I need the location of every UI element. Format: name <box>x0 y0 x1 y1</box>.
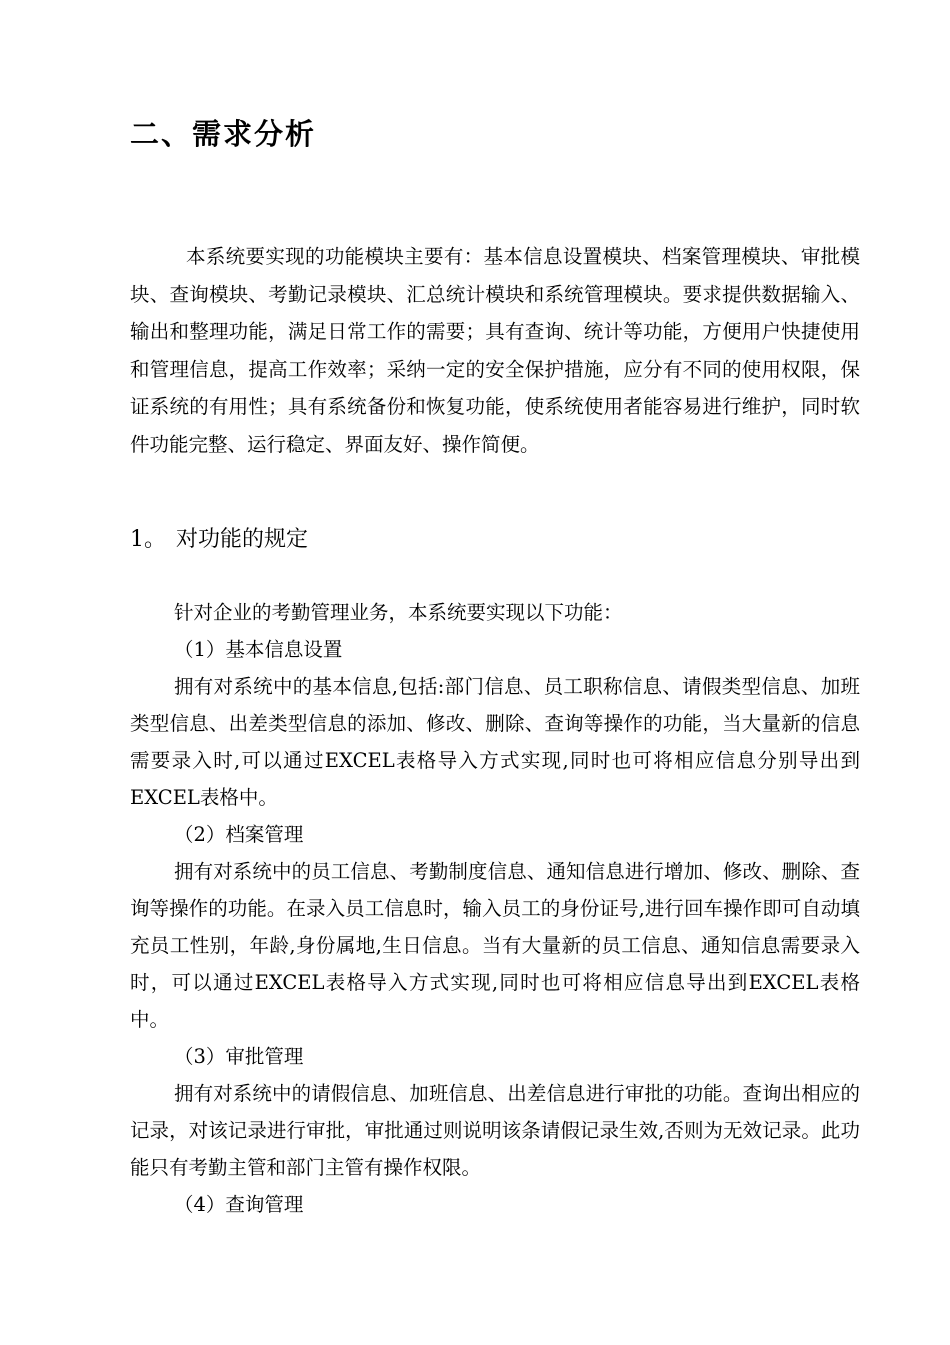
section-title-text: 对功能的规定 <box>176 527 309 552</box>
section-title <box>130 520 308 560</box>
item-heading-query: （4）查询管理 <box>174 1193 304 1216</box>
item-text-approval: 拥有对系统中的请假信息、加班信息、出差信息进行审批的功能。查询出相应的记录，对该记录进行审批，审批通过则说明该条请假记录生效,否则为无效记录。此功能只有考勤主管和部门主管有操作权限。 <box>130 1082 860 1179</box>
item-text-basic-info: 拥有对系统中的基本信息,包括:部门信息、员工职称信息、请假类型信息、加班类型信息、出差类型信息的添加、修改、删除、查询等操作的功能，当大量新的信息需要录入时,可以通过EXCEL表格导入方式实现,同时也可将相应信息分别导出到EXCEL表格中。 <box>130 675 860 809</box>
item-heading-basic-info: （1）基本信息设置 <box>174 638 343 661</box>
item-heading-archive: （2）档案管理 <box>174 823 304 846</box>
section-body <box>130 594 860 1223</box>
chapter-title: 二、需求分析 <box>130 117 317 151</box>
intro-paragraph: 本系统要实现的功能模块主要有：基本信息设置模块、档案管理模块、审批模块、查询模块、考勤记录模块、汇总统计模块和系统管理模块。要求提供数据输入、输出和整理功能，满足日常工作的需要；具有查询、统计等功能，方便用户快捷使用和管理信息，提高工作效率；采纳一定的安全保护措施，应分有不同的使用权限，保证系统的有用性；具有系统备份和恢复功能，使系统使用者能容易进行维护，同时软件功能完整、运行稳定、界面友好、操作简便。 <box>130 245 860 456</box>
lead-paragraph: 针对企业的考勤管理业务，本系统要实现以下功能： <box>174 601 623 624</box>
item-text-archive: 拥有对系统中的员工信息、考勤制度信息、通知信息进行增加、修改、删除、查询等操作的功能。在录入员工信息时，输入员工的身份证号,进行回车操作即可自动填充员工性别，年龄,身份属地,生日信息。当有大量新的员工信息、通知信息需要录入时，可以通过EXCEL表格导入方式实现,同时也可将相应信息导出到EXCEL表格中。 <box>130 860 860 1031</box>
section-number: 1。 <box>130 527 166 552</box>
item-heading-approval: （3）审批管理 <box>174 1045 304 1068</box>
